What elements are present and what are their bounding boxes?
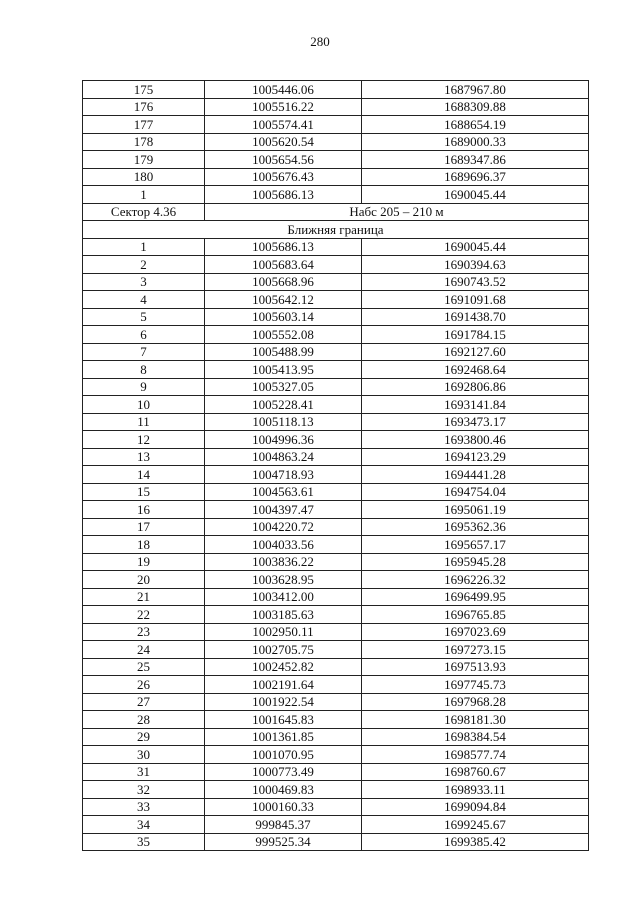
table-row bbox=[83, 133, 589, 151]
x-coordinate-cell: 1005228.41 bbox=[205, 396, 362, 414]
point-number-cell: 4 bbox=[83, 291, 205, 309]
table-row bbox=[83, 711, 589, 729]
y-coordinate-cell: 1689347.86 bbox=[362, 151, 589, 169]
table-row bbox=[83, 676, 589, 694]
point-number-cell: 178 bbox=[83, 133, 205, 151]
point-number-cell: 29 bbox=[83, 728, 205, 746]
point-number-cell: 180 bbox=[83, 168, 205, 186]
point-number-cell: 19 bbox=[83, 553, 205, 571]
y-coordinate-cell: 1694441.28 bbox=[362, 466, 589, 484]
y-coordinate-cell: 1691091.68 bbox=[362, 291, 589, 309]
point-number-cell: 15 bbox=[83, 483, 205, 501]
x-coordinate-cell: 1001070.95 bbox=[205, 746, 362, 764]
point-number-cell: 32 bbox=[83, 781, 205, 799]
y-coordinate-cell: 1695945.28 bbox=[362, 553, 589, 571]
page-number: 280 bbox=[310, 34, 330, 49]
point-number-cell: 2 bbox=[83, 256, 205, 274]
y-coordinate-cell: 1690394.63 bbox=[362, 256, 589, 274]
table-row bbox=[83, 518, 589, 536]
point-number-cell: 179 bbox=[83, 151, 205, 169]
point-number-cell: 17 bbox=[83, 518, 205, 536]
table-row bbox=[83, 168, 589, 186]
table-row bbox=[83, 273, 589, 291]
x-coordinate-cell: 1002950.11 bbox=[205, 623, 362, 641]
point-number-cell: 8 bbox=[83, 361, 205, 379]
table-row bbox=[83, 116, 589, 134]
table-row bbox=[83, 343, 589, 361]
table-row bbox=[83, 553, 589, 571]
y-coordinate-cell: 1699094.84 bbox=[362, 798, 589, 816]
y-coordinate-cell: 1689000.33 bbox=[362, 133, 589, 151]
table-row bbox=[83, 483, 589, 501]
x-coordinate-cell: 1000773.49 bbox=[205, 763, 362, 781]
point-number-cell: 175 bbox=[83, 81, 205, 99]
sector-height-range: Набс 205 – 210 м bbox=[205, 203, 589, 221]
y-coordinate-cell: 1687967.80 bbox=[362, 81, 589, 99]
y-coordinate-cell: 1698760.67 bbox=[362, 763, 589, 781]
table-row bbox=[83, 413, 589, 431]
y-coordinate-cell: 1696765.85 bbox=[362, 606, 589, 624]
point-number-cell: 24 bbox=[83, 641, 205, 659]
x-coordinate-cell: 1005413.95 bbox=[205, 361, 362, 379]
table-row bbox=[83, 501, 589, 519]
x-coordinate-cell: 1000160.33 bbox=[205, 798, 362, 816]
y-coordinate-cell: 1690045.44 bbox=[362, 238, 589, 256]
y-coordinate-cell: 1690045.44 bbox=[362, 186, 589, 204]
x-coordinate-cell: 999845.37 bbox=[205, 816, 362, 834]
point-number-cell: 10 bbox=[83, 396, 205, 414]
x-coordinate-cell: 1005327.05 bbox=[205, 378, 362, 396]
table-row bbox=[83, 326, 589, 344]
table-row bbox=[83, 186, 589, 204]
table-row bbox=[83, 396, 589, 414]
y-coordinate-cell: 1696226.32 bbox=[362, 571, 589, 589]
table-row bbox=[83, 658, 589, 676]
y-coordinate-cell: 1688654.19 bbox=[362, 116, 589, 134]
y-coordinate-cell: 1688309.88 bbox=[362, 98, 589, 116]
point-number-cell: 23 bbox=[83, 623, 205, 641]
point-number-cell: 6 bbox=[83, 326, 205, 344]
x-coordinate-cell: 1004718.93 bbox=[205, 466, 362, 484]
x-coordinate-cell: 1005603.14 bbox=[205, 308, 362, 326]
x-coordinate-cell: 1003412.00 bbox=[205, 588, 362, 606]
x-coordinate-cell: 1004397.47 bbox=[205, 501, 362, 519]
table-row bbox=[83, 571, 589, 589]
table-row bbox=[83, 448, 589, 466]
table-row bbox=[83, 431, 589, 449]
table-row bbox=[83, 798, 589, 816]
x-coordinate-cell: 1002452.82 bbox=[205, 658, 362, 676]
table-row bbox=[83, 361, 589, 379]
x-coordinate-cell: 1005118.13 bbox=[205, 413, 362, 431]
point-number-cell: 31 bbox=[83, 763, 205, 781]
y-coordinate-cell: 1695657.17 bbox=[362, 536, 589, 554]
table-row bbox=[83, 623, 589, 641]
y-coordinate-cell: 1697745.73 bbox=[362, 676, 589, 694]
point-number-cell: 14 bbox=[83, 466, 205, 484]
point-number-cell: 9 bbox=[83, 378, 205, 396]
point-number-cell: 20 bbox=[83, 571, 205, 589]
point-number-cell: 28 bbox=[83, 711, 205, 729]
table-row bbox=[83, 536, 589, 554]
y-coordinate-cell: 1697968.28 bbox=[362, 693, 589, 711]
table-body-top bbox=[83, 81, 589, 204]
x-coordinate-cell: 1005654.56 bbox=[205, 151, 362, 169]
point-number-cell: 27 bbox=[83, 693, 205, 711]
x-coordinate-cell: 1005686.13 bbox=[205, 238, 362, 256]
y-coordinate-cell: 1699245.67 bbox=[362, 816, 589, 834]
table-row bbox=[83, 641, 589, 659]
y-coordinate-cell: 1693473.17 bbox=[362, 413, 589, 431]
point-number-cell: 18 bbox=[83, 536, 205, 554]
y-coordinate-cell: 1692127.60 bbox=[362, 343, 589, 361]
x-coordinate-cell: 1005516.22 bbox=[205, 98, 362, 116]
point-number-cell: 30 bbox=[83, 746, 205, 764]
y-coordinate-cell: 1694123.29 bbox=[362, 448, 589, 466]
x-coordinate-cell: 1000469.83 bbox=[205, 781, 362, 799]
y-coordinate-cell: 1692468.64 bbox=[362, 361, 589, 379]
y-coordinate-cell: 1698384.54 bbox=[362, 728, 589, 746]
table-row bbox=[83, 378, 589, 396]
table-row bbox=[83, 151, 589, 169]
point-number-cell: 176 bbox=[83, 98, 205, 116]
table-row bbox=[83, 81, 589, 99]
x-coordinate-cell: 1005446.06 bbox=[205, 81, 362, 99]
x-coordinate-cell: 1003836.22 bbox=[205, 553, 362, 571]
table-row bbox=[83, 308, 589, 326]
point-number-cell: 33 bbox=[83, 798, 205, 816]
point-number-cell: 3 bbox=[83, 273, 205, 291]
x-coordinate-cell: 1005574.41 bbox=[205, 116, 362, 134]
point-number-cell: 177 bbox=[83, 116, 205, 134]
table-row bbox=[83, 291, 589, 309]
x-coordinate-cell: 1004220.72 bbox=[205, 518, 362, 536]
table-row bbox=[83, 588, 589, 606]
x-coordinate-cell: 1005676.43 bbox=[205, 168, 362, 186]
y-coordinate-cell: 1690743.52 bbox=[362, 273, 589, 291]
x-coordinate-cell: 1005552.08 bbox=[205, 326, 362, 344]
x-coordinate-cell: 1005620.54 bbox=[205, 133, 362, 151]
x-coordinate-cell: 1004563.61 bbox=[205, 483, 362, 501]
y-coordinate-cell: 1697023.69 bbox=[362, 623, 589, 641]
x-coordinate-cell: 999525.34 bbox=[205, 833, 362, 851]
x-coordinate-cell: 1002705.75 bbox=[205, 641, 362, 659]
section-title-row bbox=[83, 221, 589, 239]
point-number-cell: 16 bbox=[83, 501, 205, 519]
y-coordinate-cell: 1695362.36 bbox=[362, 518, 589, 536]
y-coordinate-cell: 1696499.95 bbox=[362, 588, 589, 606]
x-coordinate-cell: 1004033.56 bbox=[205, 536, 362, 554]
table-row bbox=[83, 606, 589, 624]
x-coordinate-cell: 1001361.85 bbox=[205, 728, 362, 746]
x-coordinate-cell: 1005488.99 bbox=[205, 343, 362, 361]
y-coordinate-cell: 1693141.84 bbox=[362, 396, 589, 414]
y-coordinate-cell: 1699385.42 bbox=[362, 833, 589, 851]
y-coordinate-cell: 1695061.19 bbox=[362, 501, 589, 519]
table-row bbox=[83, 98, 589, 116]
section-title: Ближняя граница bbox=[83, 221, 589, 239]
y-coordinate-cell: 1698577.74 bbox=[362, 746, 589, 764]
y-coordinate-cell: 1691784.15 bbox=[362, 326, 589, 344]
y-coordinate-cell: 1694754.04 bbox=[362, 483, 589, 501]
point-number-cell: 1 bbox=[83, 186, 205, 204]
point-number-cell: 1 bbox=[83, 238, 205, 256]
x-coordinate-cell: 1002191.64 bbox=[205, 676, 362, 694]
point-number-cell: 21 bbox=[83, 588, 205, 606]
y-coordinate-cell: 1697273.15 bbox=[362, 641, 589, 659]
y-coordinate-cell: 1698181.30 bbox=[362, 711, 589, 729]
sector-header bbox=[83, 203, 589, 238]
table-row bbox=[83, 833, 589, 851]
x-coordinate-cell: 1004863.24 bbox=[205, 448, 362, 466]
table-row bbox=[83, 693, 589, 711]
y-coordinate-cell: 1698933.11 bbox=[362, 781, 589, 799]
y-coordinate-cell: 1689696.37 bbox=[362, 168, 589, 186]
sector-label: Сектор 4.36 bbox=[83, 203, 205, 221]
x-coordinate-cell: 1001922.54 bbox=[205, 693, 362, 711]
point-number-cell: 25 bbox=[83, 658, 205, 676]
point-number-cell: 34 bbox=[83, 816, 205, 834]
table-row bbox=[83, 816, 589, 834]
table-body-bottom bbox=[83, 238, 589, 851]
table-row bbox=[83, 746, 589, 764]
x-coordinate-cell: 1001645.83 bbox=[205, 711, 362, 729]
y-coordinate-cell: 1691438.70 bbox=[362, 308, 589, 326]
table-row bbox=[83, 728, 589, 746]
x-coordinate-cell: 1005683.64 bbox=[205, 256, 362, 274]
table-row bbox=[83, 238, 589, 256]
x-coordinate-cell: 1003185.63 bbox=[205, 606, 362, 624]
point-number-cell: 13 bbox=[83, 448, 205, 466]
x-coordinate-cell: 1004996.36 bbox=[205, 431, 362, 449]
point-number-cell: 7 bbox=[83, 343, 205, 361]
coordinates-table bbox=[82, 80, 589, 851]
table-row bbox=[83, 763, 589, 781]
y-coordinate-cell: 1693800.46 bbox=[362, 431, 589, 449]
point-number-cell: 35 bbox=[83, 833, 205, 851]
x-coordinate-cell: 1005686.13 bbox=[205, 186, 362, 204]
x-coordinate-cell: 1005642.12 bbox=[205, 291, 362, 309]
table-row bbox=[83, 781, 589, 799]
table-row bbox=[83, 466, 589, 484]
sector-row bbox=[83, 203, 589, 221]
x-coordinate-cell: 1005668.96 bbox=[205, 273, 362, 291]
y-coordinate-cell: 1692806.86 bbox=[362, 378, 589, 396]
x-coordinate-cell: 1003628.95 bbox=[205, 571, 362, 589]
point-number-cell: 12 bbox=[83, 431, 205, 449]
point-number-cell: 22 bbox=[83, 606, 205, 624]
y-coordinate-cell: 1697513.93 bbox=[362, 658, 589, 676]
point-number-cell: 26 bbox=[83, 676, 205, 694]
point-number-cell: 5 bbox=[83, 308, 205, 326]
point-number-cell: 11 bbox=[83, 413, 205, 431]
table-row bbox=[83, 256, 589, 274]
